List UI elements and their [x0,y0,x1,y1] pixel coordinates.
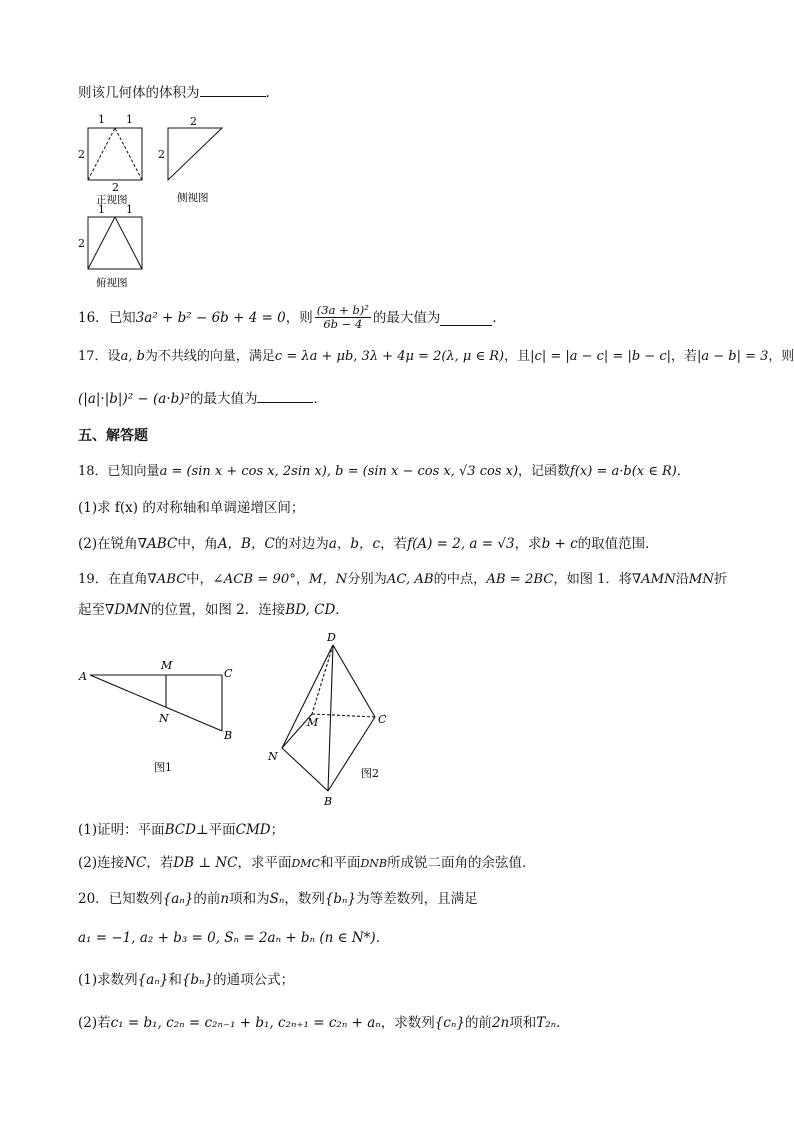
question-20-line2: a₁ = −1, a₂ + b₃ = 0, Sₙ = 2aₙ + bₙ (n ∈ N*)． [78,930,390,946]
top-dim-left: 2 [78,237,85,250]
top-view-label: 俯视图 [96,277,128,289]
section-heading: 五、解答题 [78,428,148,444]
q16-fraction: $\frac{\text{(3a + b)²}}{6b - 4}$ [316,303,369,331]
front-dim-top-right: 1 [126,113,133,126]
question-16: 16． 已知 3a² + b² − 6b + 4 = 0 ，则 $\frac{\text{(3a + b)²}}{6b - 4}$ 的最大值为 ． [78,303,506,331]
fig1-label-a: A [79,670,87,683]
fig1-label-b: B [224,729,233,742]
q17-expression: (|a|·|b|)² − (a·b)² [78,391,190,407]
figure-2 [260,630,400,810]
front-dim-top-left: 1 [98,113,105,126]
answer-blank [200,82,266,97]
three-views-figure [70,112,240,292]
question-18-part1: (1)求 f(x) 的对称轴和单调递增区间； [78,500,305,516]
fig1-label-c: C [224,667,233,680]
question-18-stem: 18．已知向量a = (sin x + cos x, 2sin x), b = (sin x − cos x, √3 cos x)，记函数f(x) = a·b(x ∈ R)． [78,464,690,479]
fig1-label-m: M [161,659,173,672]
answer-blank [440,309,492,326]
fig1-label-n: N [159,712,169,725]
fig1-caption: 图1 [154,761,172,774]
question-19-line2: 起至∇DMN的位置，如图 2．连接BD, CD． [78,602,349,618]
top-dim-top-right: 1 [126,203,133,216]
side-dim-top: 2 [190,115,197,128]
q16-condition: 3a² + b² − 6b + 4 = 0 [135,309,286,326]
front-dim-bottom: 2 [112,181,119,194]
side-view [158,115,222,204]
figure-1 [72,655,242,780]
fig2-label-m: M [307,716,319,729]
question-18-part2: (2)在锐角∇ABC中，角A，B，C的对边为a，b，c，若f(A) = 2, a = √3，求b + c的取值范围． [78,536,659,552]
question-19-part1: (1)证明：平面BCD⊥平面CMD； [78,822,285,838]
fig2-label-n: N [268,750,278,763]
fig2-label-b: B [324,795,333,808]
side-view-label: 侧视图 [177,192,209,204]
fig2-label-c: C [378,713,387,726]
question-19-line1: 19．在直角∇ABC中，∠ACB = 90°，M，N分别为AC, AB的中点，AB = 2BC，如图 1．将∇AMN沿MN折 [78,572,728,587]
question-20-part1: (1)求数列{aₙ}和{bₙ}的通项公式； [78,972,295,988]
front-view-label: 正视图 [96,194,128,206]
side-dim-left: 2 [158,148,165,161]
fig2-label-d: D [327,631,336,644]
question-19-part2: (2)连接NC，若DB ⊥ NC，求平面DMC和平面DNB所成锐二面角的余弦值． [78,855,536,871]
q15-tail-text: 则该几何体的体积为 [78,85,200,101]
question-17-line1: 17．设a, b为不共线的向量，满足c = λa + μb, 3λ + 4μ = 2(λ, μ ∈ R)，且|c| = |a − c| = |b − c|，若|a − b| = 3，则 [78,349,794,364]
fig2-caption: 图2 [361,767,379,780]
q20-conditions: a₁ = −1, a₂ + b₃ = 0, Sₙ = 2aₙ + bₙ (n ∈ N*) [78,930,376,946]
top-view [78,203,142,289]
front-dim-left: 2 [78,148,85,161]
question-20-part2: (2)若c₁ = b₁, c₂ₙ = c₂ₙ₋₁ + b₁, c₂ₙ₊₁ = c₂ₙ + aₙ，求数列{cₙ}的前2n项和T₂ₙ． [78,1015,570,1031]
answer-blank [257,388,313,403]
question-20-line1: 20．已知数列{aₙ}的前n项和为Sₙ，数列{bₙ}为等差数列，且满足 [78,891,478,907]
q15-tail: 则该几何体的体积为 . [78,82,270,103]
question-17-line2: (|a|·|b|)² − (a·b)²的最大值为 ． [78,388,327,409]
top-dim-top-left: 1 [98,203,105,216]
front-view [78,113,142,206]
